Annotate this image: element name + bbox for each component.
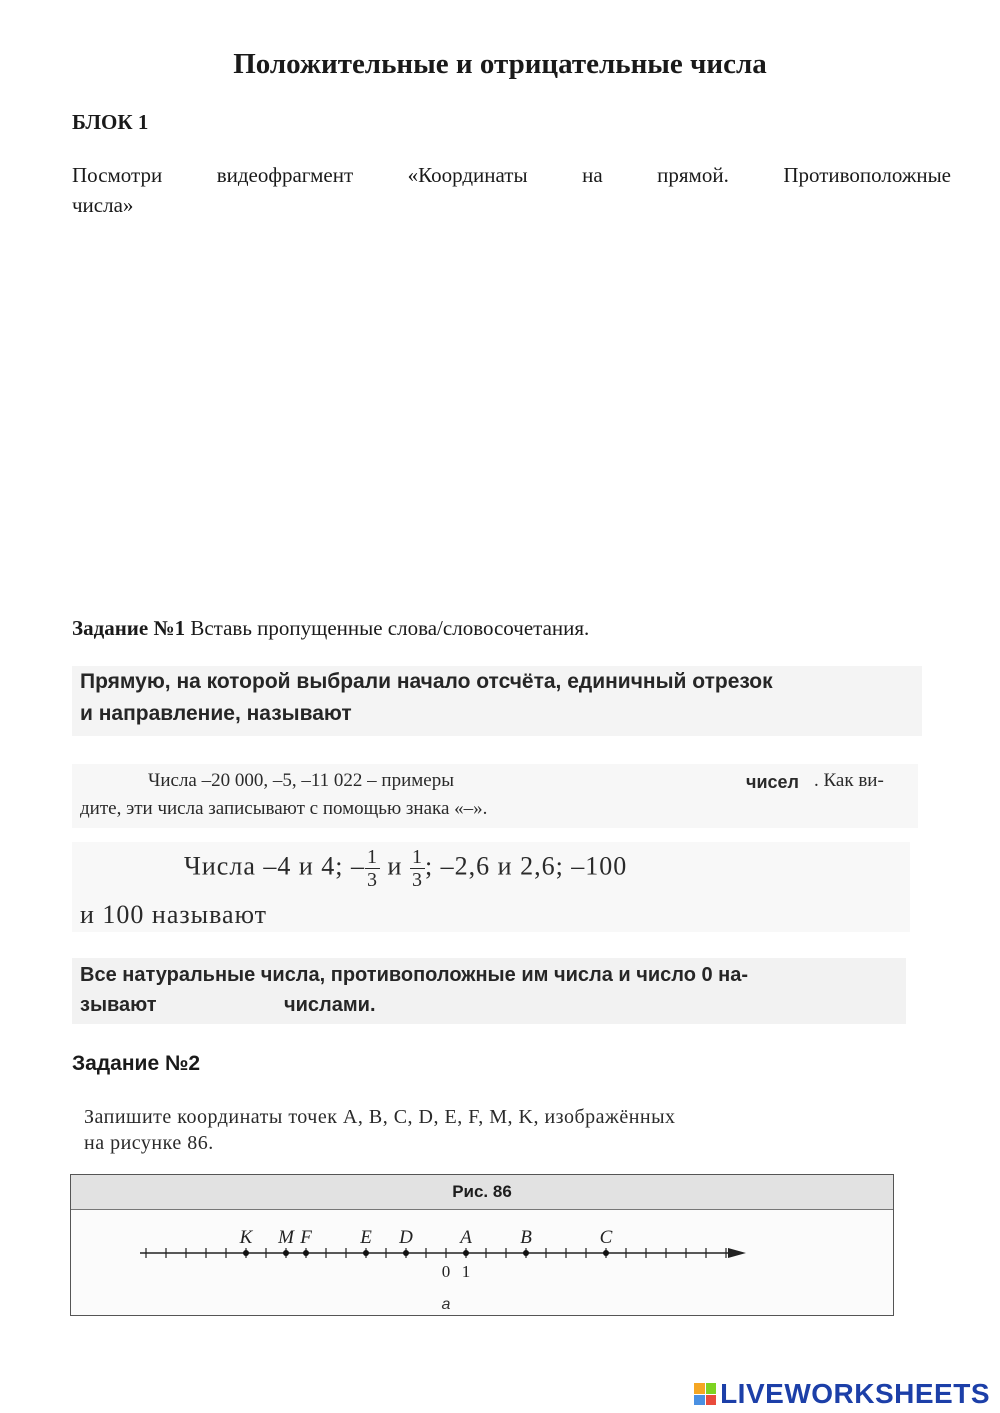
number-line (71, 1175, 893, 1315)
point-label-k: K (239, 1227, 253, 1248)
point-f (303, 1250, 309, 1256)
point-label-e: E (360, 1227, 372, 1248)
point-label-b: B (520, 1227, 532, 1248)
passage4-line2-end: числами. (284, 994, 376, 1016)
point-label-d: D (399, 1227, 413, 1248)
passage5-line1: Запишите координаты точек A, B, C, D, E, F, M, K, изображённых (84, 1106, 676, 1128)
passage-opposite-numbers (72, 842, 910, 932)
point-c (603, 1250, 609, 1256)
point-b (523, 1250, 529, 1256)
passage3-line2: и 100 называют (80, 900, 268, 929)
fraction-one-third (365, 846, 380, 891)
task1-heading (72, 616, 589, 641)
passage-definition-coordinate-line (72, 666, 922, 736)
point-d (403, 1250, 409, 1256)
logo-mark-icon (694, 1383, 716, 1405)
passage2-bold-word: чисел (746, 772, 799, 792)
liveworksheets-logo (694, 1378, 990, 1410)
tick-label-one: 1 (461, 1262, 471, 1281)
passage-negative-examples (72, 764, 918, 828)
passage1-line2: и направление, называют (80, 702, 352, 725)
intro-word: «Координаты (407, 163, 528, 187)
passage4-line2-start: зывают (80, 994, 157, 1016)
page-title: Положительные и отрицательные числа (233, 48, 767, 80)
intro-line-2: числа» (72, 193, 134, 217)
task2-label: Задание №2 (72, 1052, 201, 1075)
intro-word: прямой. (657, 163, 729, 187)
figure-86 (70, 1174, 894, 1316)
point-label-m: M (278, 1227, 294, 1248)
intro-word: Посмотри (72, 163, 163, 187)
task1-label: Задание №1 (72, 616, 186, 640)
fraction-one-third (410, 846, 425, 891)
figure-title: Рис. 86 (452, 1182, 512, 1201)
passage2-line1-start: Числа –20 000, –5, –11 022 – примеры (148, 770, 454, 791)
intro-word: Противоположные (783, 163, 951, 187)
passage3-part1: Числа –4 и 4; – (184, 851, 366, 881)
point-a (463, 1250, 469, 1256)
task1-instruction: Вставь пропущенные слова/словосочетания. (190, 616, 590, 640)
fraction-denominator: 3 (367, 869, 379, 891)
passage4-line1: Все натуральные числа, противоположные им числа и число 0 на- (80, 964, 749, 986)
passage-coordinates-task (80, 1100, 900, 1160)
intro-text (72, 160, 951, 220)
point-m (283, 1250, 289, 1256)
passage-integers-definition (72, 958, 906, 1024)
point-e (363, 1250, 369, 1256)
passage2-line2: дите, эти числа записывают с помощью знака «–». (80, 798, 488, 819)
fraction-numerator: 1 (367, 846, 379, 868)
point-label-c: C (599, 1227, 613, 1248)
passage2-line1-end: . Как ви- (814, 770, 884, 791)
passage1-line1: Прямую, на которой выбрали начало отсчёта, единичный отрезок (80, 670, 773, 693)
intro-word: на (582, 163, 603, 187)
point-k (243, 1250, 249, 1256)
fraction-denominator: 3 (411, 869, 423, 891)
brand-name: LIVEWORKSHEETS (720, 1378, 990, 1409)
passage3-part3: ; –2,6 и 2,6; –100 (424, 851, 628, 881)
tick-label-zero: 0 (441, 1262, 451, 1281)
passage3-line1 (184, 846, 627, 891)
intro-line-1 (72, 160, 951, 190)
passage5-line2: на рисунке 86. (84, 1132, 214, 1154)
point-label-a: A (460, 1227, 472, 1248)
point-label-f: F (300, 1227, 312, 1248)
intro-word: видеофрагмент (216, 163, 354, 187)
passage3-part2: и (380, 851, 410, 881)
block-label: БЛОК 1 (72, 110, 149, 134)
figure-caption: а (441, 1296, 451, 1313)
axis-arrow-icon (728, 1248, 746, 1258)
fraction-numerator: 1 (411, 846, 423, 868)
